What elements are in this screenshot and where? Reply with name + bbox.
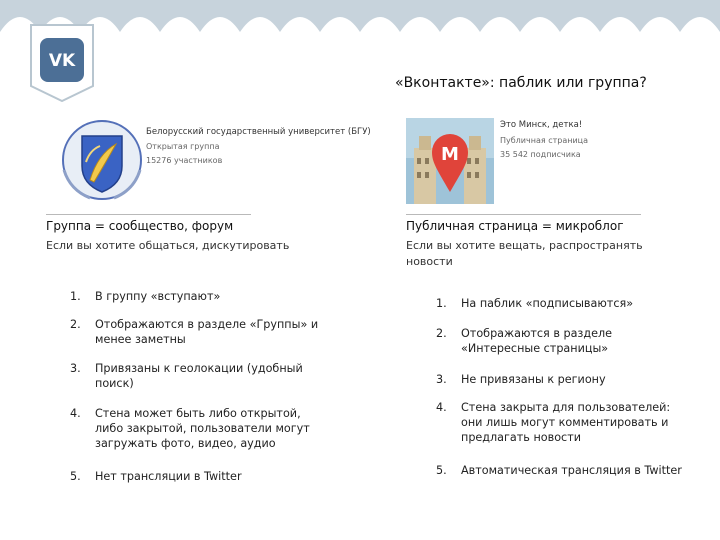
minsk-photo-image bbox=[406, 118, 494, 204]
slide-title: «Вконтакте»: паблик или группа? bbox=[395, 75, 647, 91]
group-members: 15276 участников bbox=[146, 156, 223, 165]
public-page-card bbox=[406, 118, 706, 204]
left-subheading: Если вы хотите общаться, дискутировать bbox=[46, 239, 290, 252]
right-heading: Публичная страница = микроблог bbox=[406, 219, 624, 233]
group-type: Открытая группа bbox=[146, 142, 220, 151]
left-divider bbox=[46, 214, 251, 215]
public-page-name[interactable]: Это Минск, детка! bbox=[500, 120, 583, 130]
right-subheading: Если вы хотите вещать, распространять новости bbox=[406, 239, 643, 268]
left-heading: Группа = сообщество, форум bbox=[46, 219, 234, 233]
group-card bbox=[60, 118, 380, 202]
vk-badge bbox=[30, 24, 94, 102]
svg-text:M: M bbox=[441, 144, 459, 165]
scalloped-border bbox=[0, 0, 720, 40]
university-crest-icon bbox=[60, 118, 144, 202]
vk-logo-text: VK bbox=[48, 51, 76, 71]
public-page-followers: 35 542 подписчика bbox=[500, 150, 581, 159]
group-name[interactable]: Белорусский государственный университет (БГУ) bbox=[146, 127, 371, 137]
right-divider bbox=[406, 214, 641, 215]
public-page-type: Публичная страница bbox=[500, 136, 589, 145]
